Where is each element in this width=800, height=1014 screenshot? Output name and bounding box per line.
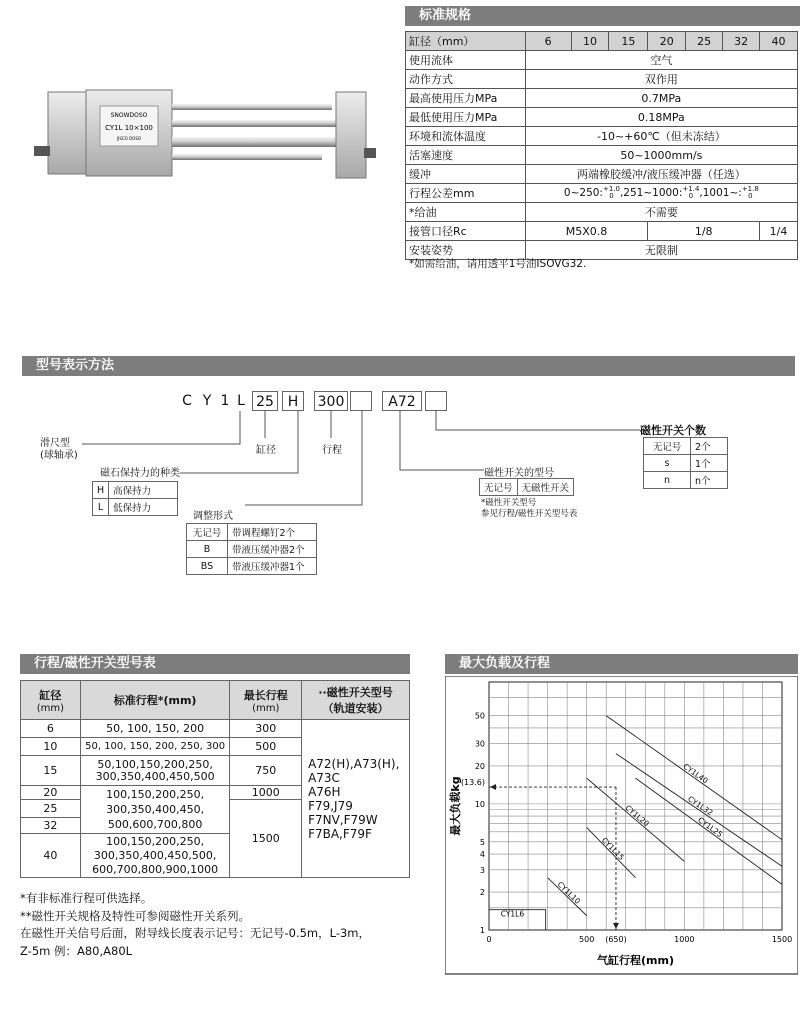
y-tick-label: 20 — [474, 761, 485, 771]
spec-title-bar: 标准规格 — [405, 6, 800, 26]
x-tick-label: 500 — [579, 935, 595, 944]
spec-row: 动作方式 双作用 — [406, 70, 798, 89]
hold-table: H 高保持力 L 低保持力 — [92, 481, 178, 516]
spec-row: 使用流体 空气 — [406, 51, 798, 70]
spec-row: 环境和流体温度 -10~+60℃（但未冻结） — [406, 127, 798, 146]
stroke-header-row: 缸径 (mm) 标准行程*(mm) 最长行程 (mm) ··磁性开关型号 （轨道安装） — [21, 681, 410, 720]
code-l: L — [237, 393, 245, 409]
bore-6: 6 — [525, 32, 571, 51]
bore-label: 缸径（mm） — [406, 32, 526, 51]
bore-15: 15 — [609, 32, 648, 51]
switch-type-table: 无记号 无磁性开关 — [479, 478, 574, 496]
adjust-title: 调整形式 — [193, 511, 233, 522]
table-row: 6 50, 100, 150, 200 300 A72(H),A73(H), A73C A76H F79,J79 F7NV,F79W F7BA,F79F — [21, 720, 410, 738]
spec-row-tolerance: 行程公差mm 0~250:+1.0 0 ,251~1000:+1.4 0 ,1001~:+1.8 0 — [406, 184, 798, 203]
adjust-table: 无记号 带调程螺钉2个 B 带液压缓冲器2个 BS 带液压缓冲器1个 — [186, 523, 317, 575]
chart-title-bar: 最大负载及行程 — [445, 654, 798, 674]
spec-row-port: 接管口径Rc M5X0.8 1/8 1/4 — [406, 222, 798, 241]
y-tick-label: 30 — [474, 739, 485, 749]
slide-type-label: 滑尺型 — [40, 438, 70, 449]
series-label: CY1L20 — [623, 803, 651, 829]
y-tick-label: 1 — [479, 926, 485, 935]
switch-type-title: 磁性开关的型号 — [484, 468, 554, 479]
switch-list: A72(H),A73(H), A73C A76H F79,J79 F7NV,F79W F7BA,F79F — [302, 720, 410, 878]
spec-row: 缓冲 两端橡胶缓冲/液压缓冲器（任选） — [406, 165, 798, 184]
code-stroke: 300 — [314, 391, 348, 411]
table-row: 20 100,150,200,250, 300,350,400,450, 500,600,700,800 1000 — [21, 786, 410, 800]
table-row: 25 1500 — [21, 800, 410, 818]
table-row: 32 — [21, 818, 410, 834]
bore-20: 20 — [648, 32, 686, 51]
switch-type-note2: 参见行程/磁性开关型号表 — [481, 509, 578, 519]
bore-32: 32 — [723, 32, 760, 51]
code-bore: 25 — [252, 391, 278, 411]
stroke-table — [20, 680, 410, 878]
model-title-bar: 型号表示方法 — [22, 356, 795, 376]
count-table: 无记号 2个 s 1个 n n个 — [643, 437, 728, 489]
code-1: 1 — [220, 393, 230, 409]
series-label: CY1L40 — [681, 761, 710, 786]
switch-type-note1: *磁性开关型号 — [481, 498, 537, 508]
table-row: 40 100,150,200,250, 300,350,400,450,500, 600,700,800,900,1000 — [21, 834, 410, 878]
table-row: 10 50, 100, 150, 200, 250, 300 500 — [21, 738, 410, 756]
series-label: CY1L15 — [599, 835, 626, 863]
code-switch: A72 — [382, 391, 422, 411]
bore-40: 40 — [760, 32, 798, 51]
bore-25: 25 — [686, 32, 723, 51]
x-tick-label: 0 — [486, 935, 492, 944]
hold-title: 磁石保持力的种类 — [100, 468, 180, 479]
load-stroke-chart — [445, 676, 798, 976]
code-c: C — [182, 393, 192, 409]
spec-row: *给油 不需要 — [406, 203, 798, 222]
stroke-title-bar: 行程/磁性开关型号表 — [20, 654, 410, 674]
spec-row: 最低使用压力MPa 0.18MPa — [406, 108, 798, 127]
bore-10: 10 — [571, 32, 609, 51]
y-tick-label: 4 — [479, 850, 485, 860]
annotation-label: (13.6) — [460, 778, 485, 788]
spec-row: 最高使用压力MPa 0.7MPa — [406, 89, 798, 108]
stroke-notes: *有非标准行程可供选择。 **磁性开关规格及特性可参阅磁性开关系列。 在磁性开关信号后面，附导线长度表示记号：无记号-0.5m，L-3m， Z-5m 例：A80,A80L — [20, 891, 371, 958]
y-tick-label: 3 — [479, 865, 485, 875]
plate-small: JISCO DOSO — [116, 136, 142, 141]
code-y: Y — [202, 393, 212, 409]
spec-row: 活塞速度 50~1000mm/s — [406, 146, 798, 165]
plate-model: CY1L 10×100 — [105, 124, 153, 132]
series-label: CY1L25 — [696, 815, 725, 840]
x-tick-label: 1000 — [674, 935, 695, 944]
x-tick-label: (650) — [605, 935, 627, 944]
bore-caption: 缸径 — [256, 445, 276, 456]
y-tick-label: 10 — [474, 799, 485, 809]
y-axis-title: 最大负载kg — [449, 776, 462, 836]
y-tick-label: 5 — [479, 837, 485, 847]
x-axis-title: 气缸行程(mm) — [597, 954, 674, 967]
x-tick-label: 1500 — [771, 935, 793, 944]
series-label: CY1L10 — [555, 879, 583, 906]
stroke-caption: 行程 — [322, 445, 342, 456]
y-tick-label: 50 — [474, 711, 485, 721]
slide-type-sub: (球轴承) — [40, 450, 78, 461]
spec-row: 安装姿势 无限制 — [406, 241, 798, 260]
plate-brand: SNOWDOSO — [110, 112, 148, 119]
table-row: 15 50,100,150,200,250, 300,350,400,450,500 750 — [21, 756, 410, 786]
spec-note: *如需给油，请用透平1号油ISOVG32. — [409, 258, 587, 270]
count-title: 磁性开关个数 — [640, 424, 706, 437]
series-label: CY1L32 — [686, 794, 715, 818]
code-hold: H — [282, 391, 304, 411]
series-label: CY1L6 — [500, 909, 525, 919]
y-tick-label: 2 — [479, 888, 485, 898]
